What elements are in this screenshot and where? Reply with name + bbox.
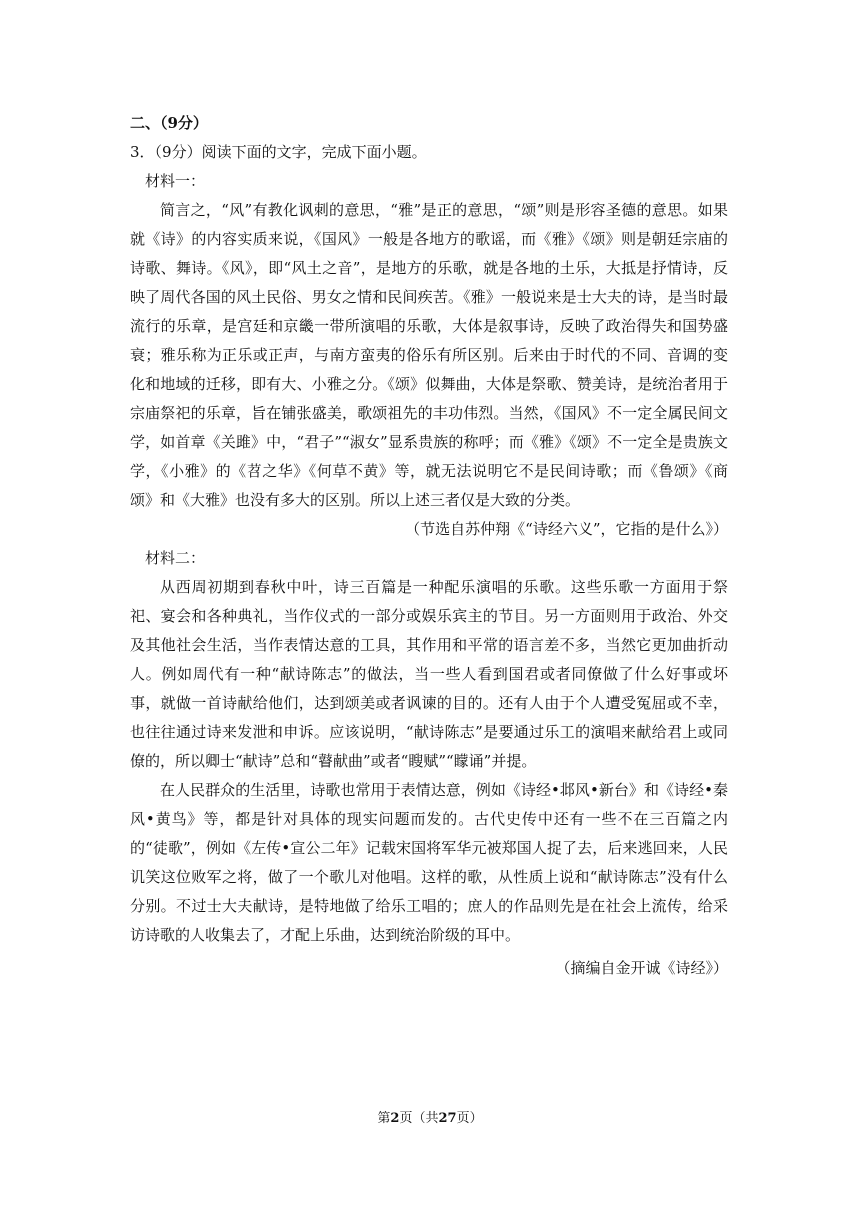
footer-prefix: 第 — [377, 1111, 391, 1126]
material-two-source: （摘编自金开诚《诗经》） — [555, 959, 728, 977]
footer-total-pages: 27 — [438, 1111, 457, 1126]
material-one-label: 材料一： — [145, 172, 206, 190]
question-prompt: 3．（9分）阅读下面的文字，完成下面小题。 — [130, 143, 427, 161]
material-two-paragraph-1: 从西周初期到春秋中叶，诗三百篇是一种配乐演唱的乐歌。这些乐歌一方面用于祭祀、宴会和各种典礼，当作仪式的一部分或娱乐宾主的节目。另一方面则用于政治、外交及其他社会生活，当作表情达意的工具，其作用和平常的语言差不多，当然它更加曲折动人。例如周代有一种“献诗陈志”的做法，当一些人看到国君或者同僚做了什么好事或坏事，就做一首诗献给他们，达到颂美或者讽谏的目的。还有人由于个人遭受冤屈或不幸，也往往通过诗来发泄和申诉。应该说明，“献诗陈志”是要通过乐工的演唱来献给君上或同僚的，所以卿士“献诗”总和“瞽献曲”或者“瞍赋”“矇诵”并提。 — [130, 578, 728, 770]
material-one-paragraph: 简言之，“风”有教化讽刺的意思，“雅”是正的意思，“颂”则是形容圣德的意思。如果就《诗》的内容实质来说，《国风》一般是各地方的歌谣，而《雅》《颂》则是朝廷宗庙的诗歌、舞诗。《风》，即“风土之音”，是地方的乐歌，就是各地的土乐，大抵是抒情诗，反映了周代各国的风土民俗、男女之情和民间疾苦。《雅》一般说来是士大夫的诗，是当时最流行的乐章，是宫廷和京畿一带所演唱的乐歌，大体是叙事诗，反映了政治得失和国势盛衰；雅乐称为正乐或正声，与南方蛮夷的俗乐有所区别。后来由于时代的不同、音调的变化和地域的迁移，即有大、小雅之分。《颂》似舞曲，大体是祭歌、赞美诗，是统治者用于宗庙祭祀的乐章，旨在铺张盛美，歌颂祖先的丰功伟烈。当然，《国风》不一定全属民间文学，如首章《关雎》中，“君子”“淑女”显系贵族的称呼；而《雅》《颂》不一定全是贵族文学，《小雅》的《苕之华》《何草不黄》等，就无法说明它不是民间诗歌；而《鲁颂》《商颂》和《大雅》也没有多大的区别。所以上述三者仅是大致的分类。 — [130, 201, 728, 509]
footer-middle: 页（共 — [399, 1111, 439, 1126]
material-two-label: 材料二： — [145, 549, 206, 567]
material-one-source: （节选自苏仲翔《“诗经六义”，它指的是什么》） — [405, 520, 728, 538]
material-two-paragraph-2: 在人民群众的生活里，诗歌也常用于表情达意，例如《诗经•邶风•新台》和《诗经•秦风•黄鸟》等，都是针对具体的现实问题而发的。古代史传中还有一些不在三百篇之内的“徒歌”，例如《左传•宣公二年》记载宋国将军华元被郑国人捉了去，后来逃回来，人民讥笑这位败军之将，做了一个歌儿对他唱。这样的歌，从性质上说和“献诗陈志”没有什么分别。不过士大夫献诗，是特地做了给乐工唱的；庶人的作品则先是在社会上流传，给采访诗歌的人收集去了，才配上乐曲，达到统治阶级的耳中。 — [130, 781, 728, 944]
document-content — [130, 109, 728, 983]
footer-suffix: 页） — [456, 1111, 483, 1126]
page-footer — [0, 1109, 860, 1129]
section-heading: 二、（9分） — [130, 114, 208, 132]
footer-page-number: 2 — [390, 1111, 400, 1126]
